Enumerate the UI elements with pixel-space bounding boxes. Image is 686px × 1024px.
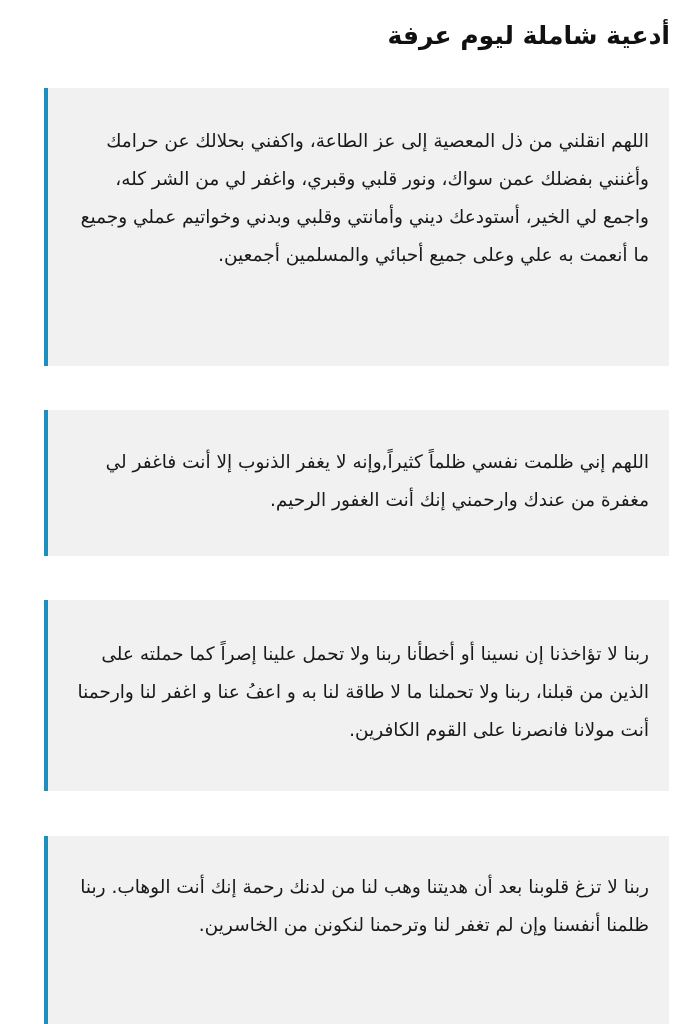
page-title: أدعية شاملة ليوم عرفة xyxy=(387,21,670,50)
dua-card xyxy=(44,600,669,791)
dua-text: ربنا لا تزغ قلوبنا بعد أن هديتنا وهب لنا من لدنك رحمة إنك أنت الوهاب. ربنا ظلمنا أنفسنا وإن لم تغفر لنا وترحمنا لنكونن من الخاسرين. xyxy=(80,877,649,936)
dua-card xyxy=(44,88,669,366)
dua-card xyxy=(44,410,669,556)
dua-card xyxy=(44,836,669,1024)
dua-text: ربنا لا تؤاخذنا إن نسينا أو أخطأنا ربنا ولا تحمل علينا إصراً كما حملته على الذين من قبلنا، ربنا ولا تحملنا ما لا طاقة لنا به و اعفُ عنا و اغفر لنا وارحمنا أنت مولانا فانصرنا على القوم الكافرين. xyxy=(77,644,649,741)
dua-text: اللهم انقلني من ذل المعصية إلى عز الطاعة، واكفني بحلالك عن حرامك وأغنني بفضلك عمن سواك، ونور قلبي وقبري، واغفر لي من الشر كله، واجمع لي الخير، أستودعك ديني وأمانتي وقلبي وبدني وخواتيم عملي وجميع ما أنعمت به علي وعلى جميع أحبائي والمسلمين أجمعين. xyxy=(80,131,649,266)
dua-text: اللهم إني ظلمت نفسي ظلماً كثيراً,وإنه لا يغفر الذنوب إلا أنت فاغفر لي مغفرة من عندك وارحمني إنك أنت الغفور الرحيم. xyxy=(105,452,649,511)
